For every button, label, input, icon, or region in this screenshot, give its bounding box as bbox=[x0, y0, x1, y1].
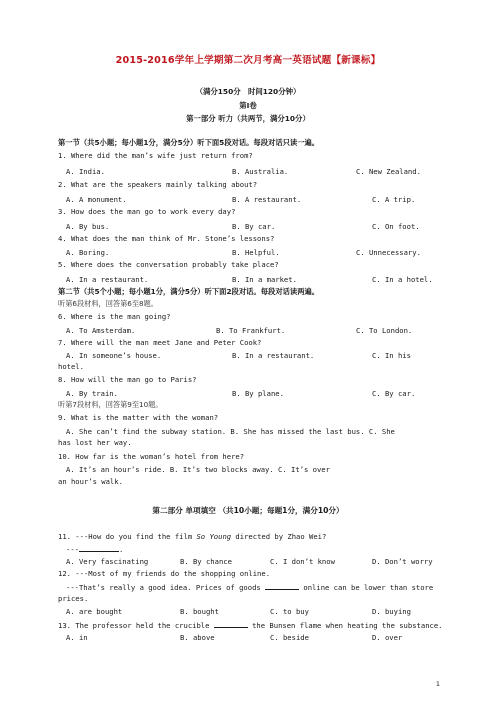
q2-option-b: B. A restaurant. bbox=[232, 195, 302, 204]
question-1: 1. Where did the man’s wife just return from? bbox=[58, 151, 253, 160]
q12-reply-pre: ---That’s really a good idea. Prices of goods bbox=[66, 583, 266, 592]
q11-reply-dash: --- bbox=[66, 545, 79, 554]
q11-option-d: D. Don’t worry bbox=[372, 557, 433, 566]
q5-option-b: B. In a market. bbox=[232, 275, 297, 284]
q9-option-c-wrap: has lost her way. bbox=[58, 438, 132, 447]
q13-option-d: D. over bbox=[372, 633, 403, 642]
q12-blank bbox=[265, 582, 299, 590]
page-number: 1 bbox=[435, 680, 440, 688]
q6-option-b: B. To Frankfurt. bbox=[216, 326, 286, 335]
q13-option-a: A. in bbox=[66, 633, 88, 642]
q12-option-a: A. are bought bbox=[66, 607, 123, 616]
section2-heading: 第二节（共5个小题；每小题1分，满分5分）听下面2段对话。每段对话读两遍。 bbox=[58, 287, 320, 296]
q1-option-c: C. New Zealand. bbox=[356, 167, 421, 176]
q3-option-c: C. On foot. bbox=[372, 222, 420, 231]
q12-option-c: C. to buy bbox=[270, 607, 309, 616]
q10-option-c-wrap: an hour’s walk. bbox=[58, 477, 123, 486]
question-6: 6. Where is the man going? bbox=[58, 312, 171, 321]
q4-option-b: B. Helpful. bbox=[232, 248, 280, 257]
q5-option-c: C. In a hotel. bbox=[372, 275, 433, 284]
question-9: 9. What is the matter with the woman? bbox=[58, 413, 219, 422]
q11-blank bbox=[79, 544, 119, 552]
q2-option-a: A. A monument. bbox=[66, 195, 127, 204]
q11-text-pre: 11. ---How do you find the film bbox=[58, 532, 197, 541]
question-5: 5. Where does the conversation probably take place? bbox=[58, 260, 279, 269]
question-4: 4. What does the man think of Mr. Stone’s lessons? bbox=[58, 234, 275, 243]
q3-option-a: A. By bus. bbox=[66, 222, 110, 231]
q8-option-a: A. By train. bbox=[66, 389, 118, 398]
q12-reply-wrap: prices. bbox=[58, 594, 89, 603]
exam-info: （满分150分 时间120分钟） bbox=[195, 87, 301, 96]
q13-option-b: B. above bbox=[180, 633, 215, 642]
note-passage-6: 听第6段材料，回答第6至8题。 bbox=[58, 299, 158, 308]
q7-option-c-wrap: hotel. bbox=[58, 362, 84, 371]
q4-option-a: A. Boring. bbox=[66, 248, 110, 257]
q3-option-b: B. By car. bbox=[232, 222, 276, 231]
question-11 bbox=[58, 532, 440, 542]
q12-option-b: B. bought bbox=[180, 607, 219, 616]
q9-options: A. She can’t find the subway station. B. She has missed the last bus. C. She bbox=[66, 427, 395, 436]
q12-option-d: D. buying bbox=[372, 607, 411, 616]
q8-option-c: C. By car. bbox=[372, 389, 416, 398]
q12-reply bbox=[66, 582, 448, 593]
q12-reply-post: online can be lower than store bbox=[299, 583, 434, 592]
question-8: 8. How will the man go to Paris? bbox=[58, 375, 197, 384]
q8-option-b: B. By plane. bbox=[232, 389, 284, 398]
volume-heading: 第Ⅰ卷 bbox=[239, 101, 257, 110]
question-13 bbox=[58, 620, 443, 631]
q13-option-c: C. beside bbox=[270, 633, 309, 642]
q13-blank bbox=[214, 620, 248, 628]
q4-option-c: C. Unnecessary. bbox=[356, 248, 421, 257]
question-7: 7. Where will the man meet Jane and Peter Cook? bbox=[58, 338, 262, 347]
q6-option-a: A. To Amsterdam. bbox=[66, 326, 136, 335]
q1-option-a: A. India. bbox=[66, 167, 105, 176]
q7-option-b: B. In a restaurant. bbox=[232, 351, 315, 360]
part1-heading: 第一部分 听力（共两节，满分10分） bbox=[186, 114, 310, 123]
page-title: 2015-2016学年上学期第二次月考高一英语试题【新课标】 bbox=[115, 55, 381, 66]
q11-option-b: B. By chance bbox=[180, 557, 232, 566]
question-12: 12. ---Most of my friends do the shopping online. bbox=[58, 569, 271, 578]
question-2: 2. What are the speakers mainly talking about? bbox=[58, 180, 258, 189]
q11-text-post: directed by Zhao Wei? bbox=[231, 532, 327, 541]
q1-option-b: B. Australia. bbox=[232, 167, 289, 176]
q6-option-c: C. To London. bbox=[356, 326, 413, 335]
q7-option-a: A. In someone’s house. bbox=[66, 351, 162, 360]
part2-heading: 第二部分 单项填空 （共10小题；每题1分，满分10分） bbox=[152, 506, 344, 515]
q10-options: A. It’s an hour’s ride. B. It’s two blocks away. C. It’s over bbox=[66, 465, 330, 474]
q11-option-c: C. I don’t know bbox=[270, 557, 335, 566]
q11-film-title: So Young bbox=[196, 532, 232, 541]
question-10: 10. How far is the woman’s hotel from here? bbox=[58, 452, 245, 461]
q13-text-pre: 13. The professor held the crucible bbox=[58, 621, 214, 630]
q7-option-c: C. In his bbox=[372, 351, 411, 360]
q2-option-c: C. A trip. bbox=[372, 195, 416, 204]
q13-text-post: the Bunsen flame when heating the substance. bbox=[247, 621, 443, 630]
note-passage-7: 听第7段材料，回答第9至10题。 bbox=[58, 400, 163, 409]
section1-heading: 第一节（共5小题；每小题1分，满分5分）听下面5段对话。每段对话只读一遍。 bbox=[58, 138, 320, 147]
question-3: 3. How does the man go to work every day? bbox=[58, 207, 236, 216]
q11-reply: --- . bbox=[66, 545, 124, 554]
q11-option-a: A. Very fascinating bbox=[66, 557, 149, 566]
q5-option-a: A. In a restaurant. bbox=[66, 275, 149, 284]
